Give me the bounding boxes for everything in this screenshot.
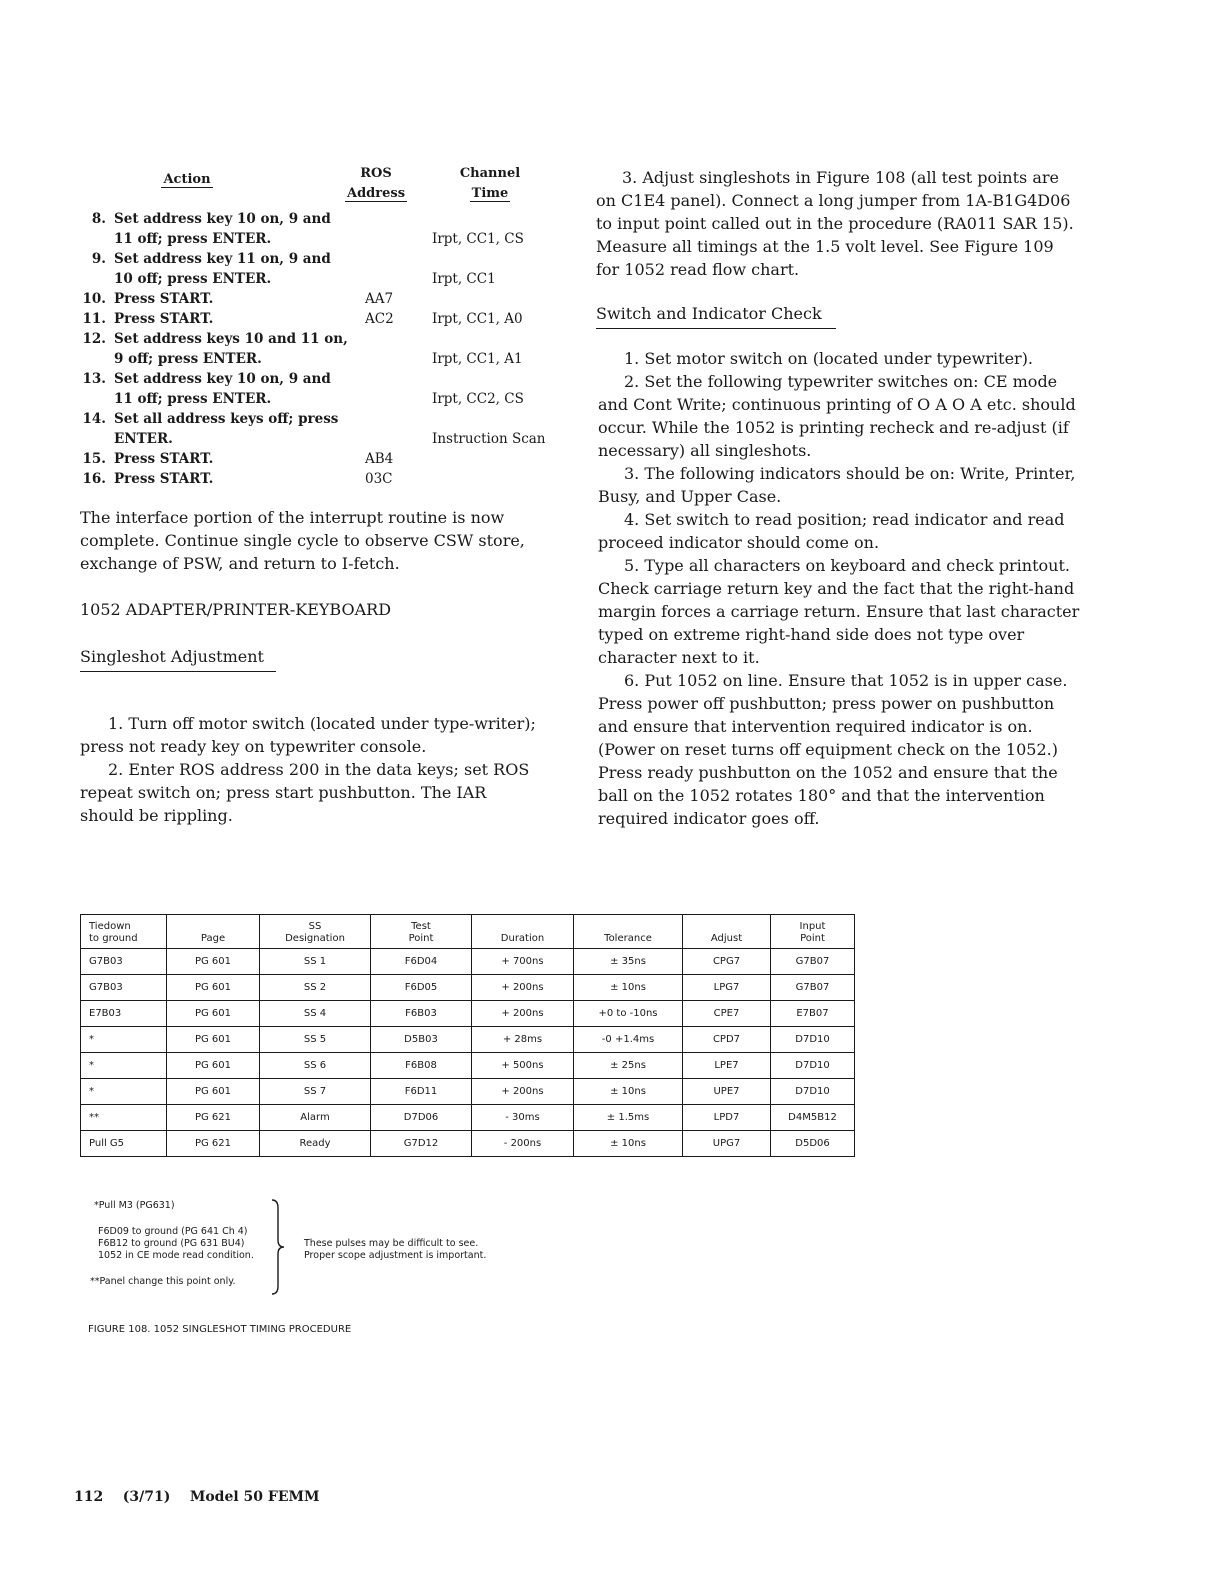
check-item: 4. Set switch to read position; read indicator and read proceed indicator should come on. [598,510,1065,552]
table-row [81,949,855,975]
table-cell: F6D05 [371,975,472,1001]
step-line: 11 off; press ENTER. [114,231,272,247]
column-header: Page [167,915,260,949]
step-number: 13. [82,371,106,387]
table-cell: +0 to -10ns [574,1001,683,1027]
table-cell: * [81,1079,167,1105]
step-line: Set all address keys off; press [114,411,339,427]
footer [74,1489,320,1505]
table-cell: Alarm [260,1105,371,1131]
step-number: 14. [82,411,106,427]
step-line: Press START. [114,471,214,487]
table-cell: SS 6 [260,1053,371,1079]
table-cell: D7D10 [771,1053,855,1079]
check-item: 3. The following indicators should be on: Write, Printer, Busy, and Upper Case. [598,464,1076,506]
table-cell: SS 1 [260,949,371,975]
table-cell: SS 4 [260,1001,371,1027]
table-cell: ± 1.5ms [574,1105,683,1131]
singleshot-table [80,914,855,1157]
table-cell: PG 601 [167,1001,260,1027]
step-line: Set address keys 10 and 11 on, [114,331,348,347]
channel-header-top: Channel [459,166,521,181]
table-cell: PG 621 [167,1105,260,1131]
table-cell: PG 601 [167,1027,260,1053]
step-2: 2. Enter ROS address 200 in the data keys; set ROS repeat switch on; press start pushbutton. The IAR should be rippling. [80,760,530,825]
table-cell: PG 601 [167,1079,260,1105]
subsection-switch-indicator: Switch and Indicator Check [596,302,836,329]
check-item: 5. Type all characters on keyboard and check printout. Check carriage return key and the fact that the right-hand margin forces a carriage return. Ensure that last character typed on extreme right-hand side does not type over character next to it. [598,556,1080,667]
note-cond-2: F6B12 to ground (PG 631 BU4) [98,1238,245,1249]
table-cell: CPG7 [683,949,771,975]
table-cell: Ready [260,1131,371,1157]
table-row [81,1131,855,1157]
ros-address: 03C [365,471,393,487]
step-action [114,369,354,409]
note-pulses-1: These pulses may be difficult to see. [304,1238,479,1249]
table-cell: D7D06 [371,1105,472,1131]
channel-time: Irpt, CC1 [432,271,496,287]
table-cell: ± 10ns [574,1079,683,1105]
step-number: 9. [91,251,106,267]
table-cell: + 28ms [472,1027,574,1053]
table-cell: + 200ns [472,975,574,1001]
note-cond-1: F6D09 to ground (PG 641 Ch 4) [98,1226,248,1237]
manual-title: Model 50 FEMM [189,1489,320,1505]
step-line: Press START. [114,311,214,327]
step-line: Set address key 11 on, 9 and [114,251,331,267]
table-cell: F6B03 [371,1001,472,1027]
step-number: 16. [82,471,106,487]
step-action [114,209,354,249]
ros-address: AC2 [365,311,394,327]
note-panel: **Panel change this point only. [90,1276,236,1287]
table-cell: D5B03 [371,1027,472,1053]
table-body [81,949,855,1157]
table-cell: G7D12 [371,1131,472,1157]
action-header: Action [163,172,211,187]
table-cell: + 200ns [472,1079,574,1105]
table-cell: PG 601 [167,1053,260,1079]
section-title: 1052 ADAPTER/PRINTER-KEYBOARD [80,600,392,619]
table-cell: * [81,1027,167,1053]
table-cell: + 700ns [472,949,574,975]
ros-address: AA7 [365,291,394,307]
step-action [114,249,354,289]
step-number: 8. [91,211,106,227]
table-cell: + 200ns [472,1001,574,1027]
channel-time: Instruction Scan [432,431,546,447]
ros-address: AB4 [365,451,394,467]
interface-paragraph: The interface portion of the interrupt routine is now complete. Continue single cycle to observe CSW store, exchange of PSW, and return to I-fetch. [80,508,525,573]
table-cell: E7B07 [771,1001,855,1027]
table-cell: G7B07 [771,975,855,1001]
step-line: Press START. [114,291,214,307]
channel-header-bottom: Time [471,186,509,201]
page-number: 112 [74,1489,104,1505]
step-number: 15. [82,451,106,467]
table-cell: LPD7 [683,1105,771,1131]
table-cell: ± 35ns [574,949,683,975]
subsection-singleshot-adjustment: Singleshot Adjustment [80,645,276,672]
step-line: Set address key 10 on, 9 and [114,211,331,227]
table-cell: SS 5 [260,1027,371,1053]
table-cell: - 30ms [472,1105,574,1131]
check-item: 6. Put 1052 on line. Ensure that 1052 is in upper case. Press power off pushbutton; press power on pushbutton and ensure that intervention required indicator is on. (Power on reset turns off equipment check on the 1052.) Press ready pushbutton on the 1052 and ensure that the ball on the 1052 rotates 180° and that the intervention required indicator goes off. [598,671,1068,828]
column-header: Tiedown to ground [81,915,167,949]
table-cell: LPE7 [683,1053,771,1079]
step-action [114,309,354,329]
ros-header-top: ROS [360,166,392,181]
table-row [81,975,855,1001]
note-pulses-2: Proper scope adjustment is important. [304,1250,487,1261]
table-cell: CPE7 [683,1001,771,1027]
table-cell: + 500ns [472,1053,574,1079]
table-cell: D7D10 [771,1079,855,1105]
table-cell: ± 25ns [574,1053,683,1079]
brace-icon [268,1196,288,1298]
column-header: Duration [472,915,574,949]
table-cell: ± 10ns [574,1131,683,1157]
table-cell: E7B03 [81,1001,167,1027]
ros-header-bottom: Address [346,186,406,201]
step-action [114,329,354,369]
table-cell: G7B03 [81,975,167,1001]
note-pull: *Pull M3 (PG631) [94,1200,175,1211]
step-action [114,449,354,469]
table-cell: PG 601 [167,949,260,975]
table-cell: UPE7 [683,1079,771,1105]
step-line: 11 off; press ENTER. [114,391,272,407]
table-cell: SS 7 [260,1079,371,1105]
table-cell: CPD7 [683,1027,771,1053]
step-line: 9 off; press ENTER. [114,351,262,367]
table-cell: F6D04 [371,949,472,975]
table-cell: UPG7 [683,1131,771,1157]
table-row [81,1105,855,1131]
column-header: SS Designation [260,915,371,949]
step-action [114,469,354,489]
column-header: Input Point [771,915,855,949]
table-cell: ** [81,1105,167,1131]
step-action [114,409,354,449]
column-header: Adjust [683,915,771,949]
channel-time: Irpt, CC1, CS [432,231,524,247]
table-cell: -0 +1.4ms [574,1027,683,1053]
step-line: Set address key 10 on, 9 and [114,371,331,387]
table-cell: G7B07 [771,949,855,975]
table-cell: G7B03 [81,949,167,975]
table-cell: D7D10 [771,1027,855,1053]
step-number: 10. [82,291,106,307]
table-header-row [81,915,855,949]
step-number: 11. [82,311,106,327]
check-item: 1. Set motor switch on (located under typewriter). [624,349,1034,368]
step-line: Press START. [114,451,214,467]
table-cell: D4M5B12 [771,1105,855,1131]
check-list [598,347,1082,830]
table-cell: LPG7 [683,975,771,1001]
table-cell: F6B08 [371,1053,472,1079]
figure-caption: FIGURE 108. 1052 SINGLESHOT TIMING PROCEDURE [88,1324,352,1335]
table-row [81,1079,855,1105]
revision-date: (3/71) [122,1489,171,1505]
step-line: ENTER. [114,431,173,447]
table-row [81,1027,855,1053]
column-header: Tolerance [574,915,683,949]
channel-time: Irpt, CC2, CS [432,391,524,407]
step-3: 3. Adjust singleshots in Figure 108 (all test points are on C1E4 panel). Connect a long jumper from 1A-B1G4D06 to input point called out in the procedure (RA011 SAR 15). Measure all timings at the 1.5 volt level. See Figure 109 for 1052 read flow chart. [596,168,1074,279]
step-line: 10 off; press ENTER. [114,271,272,287]
table-row [81,1053,855,1079]
table-cell: * [81,1053,167,1079]
step-action [114,289,354,309]
table-cell: - 200ns [472,1131,574,1157]
channel-time: Irpt, CC1, A1 [432,351,523,367]
table-cell: PG 621 [167,1131,260,1157]
column-header: Test Point [371,915,472,949]
note-cond-3: 1052 in CE mode read condition. [98,1250,254,1261]
table-cell: SS 2 [260,975,371,1001]
step-1: 1. Turn off motor switch (located under type-writer); press not ready key on typewriter console. [80,714,536,756]
table-row [81,1001,855,1027]
channel-time: Irpt, CC1, A0 [432,311,523,327]
table-cell: F6D11 [371,1079,472,1105]
table-cell: PG 601 [167,975,260,1001]
table-cell: Pull G5 [81,1131,167,1157]
check-item: 2. Set the following typewriter switches on: CE mode and Cont Write; continuous printing of O A O A etc. should occur. While the 1052 is printing recheck and re-adjust (if necessary) all singleshots. [598,372,1076,460]
step-number: 12. [82,331,106,347]
table-cell: ± 10ns [574,975,683,1001]
table-cell: D5D06 [771,1131,855,1157]
